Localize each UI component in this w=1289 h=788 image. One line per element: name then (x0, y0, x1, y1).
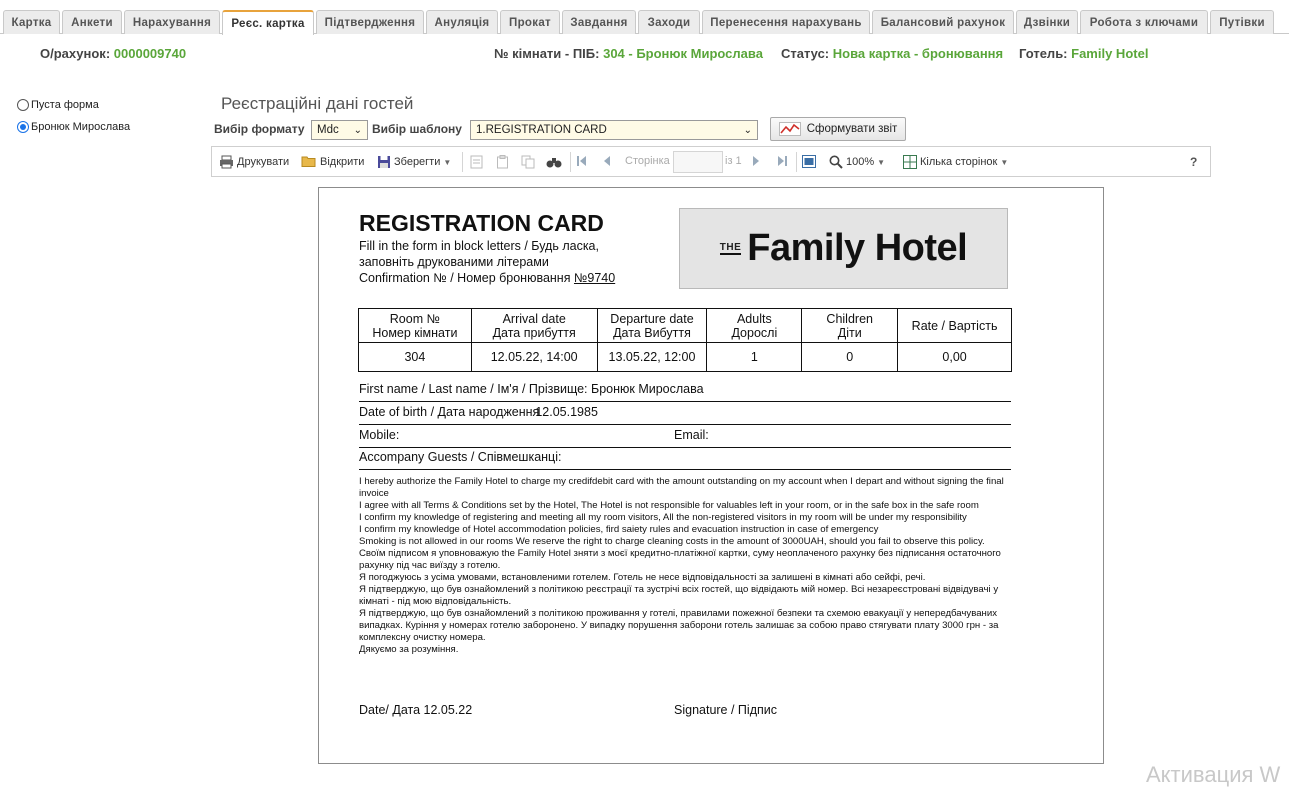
tab-tasks[interactable]: Завдання (562, 10, 636, 34)
prev-page-icon[interactable] (603, 155, 611, 167)
header-children: Children Діти (802, 309, 898, 343)
tab-bar (0, 0, 1289, 34)
clipboard-icon[interactable] (496, 155, 509, 169)
generate-report-label: Сформувати звіт (806, 123, 898, 135)
guest-option-label: Пуста форма (31, 99, 99, 111)
tab-calls[interactable]: Дзвінки (1016, 10, 1078, 34)
format-label: Вибір формату (214, 122, 305, 136)
page-title: Реєстраційні дані гостей (221, 94, 414, 113)
chevron-down-icon: ▼ (877, 157, 886, 167)
tab-rental[interactable]: Прокат (500, 10, 560, 34)
header-departure: Departure date Дата Вибуття (597, 309, 707, 343)
zoom-icon (829, 155, 843, 169)
save-label: Зберегти (394, 156, 441, 168)
template-select-value: 1.REGISTRATION CARD (476, 124, 607, 136)
copy-icon[interactable] (521, 155, 536, 169)
help-button[interactable]: ? (1190, 155, 1198, 169)
header-rate: Rate / Вартість (898, 309, 1012, 343)
terms-paragraph: Своїм підписом я уповноважую the Family Hotel зняти з моєї кредитно-платіжної картки, суму неоплаченого рахунку без підписання остаточного рахунку під час виїзду з готелю. (359, 548, 1001, 571)
tab-events[interactable]: Заходи (638, 10, 700, 34)
terms-paragraph: Дякуємо за розуміння. (359, 644, 459, 655)
tab-kartka[interactable]: Картка (3, 10, 60, 34)
stay-details-table (358, 308, 1012, 372)
dob-label: Date of birth / Дата народження (359, 405, 540, 419)
first-page-icon[interactable] (577, 155, 587, 167)
logo-name: Family Hotel (747, 227, 968, 269)
report-toolbar (211, 146, 1211, 177)
chevron-down-icon: ▼ (443, 157, 452, 167)
tab-confirmation[interactable]: Підтвердження (316, 10, 424, 34)
value-rate: 0,00 (898, 343, 1012, 372)
logo-the: THE (719, 241, 742, 253)
account-label: О/рахунок: (40, 46, 111, 61)
card-subtitle-1: Fill in the form in block letters / Будь ласка, (359, 239, 599, 253)
email-label: Email: (674, 428, 709, 442)
page-label: Сторінка (625, 155, 670, 167)
signature-label: Signature / Підпис (674, 703, 777, 717)
card-title: REGISTRATION CARD (359, 210, 604, 236)
confirmation-value: №9740 (573, 271, 616, 285)
room-label: № кімнати - ПІБ: (494, 46, 600, 61)
guest-option-selected[interactable] (17, 121, 130, 133)
guest-name-field: First name / Last name / Ім'я / Прізвище: Бронюк Мирослава (359, 382, 1011, 402)
tab-narakhuvannia[interactable]: Нарахування (124, 10, 220, 34)
multi-page-button[interactable] (903, 155, 1008, 169)
date-footer: Date/ Дата 12.05.22 (359, 703, 473, 717)
terms-paragraph: Я погоджуюсь з усіма умовами, встановленими готелем. Готель не несе відповідальності за залишені в кімнаті або сейфі, речі. (359, 572, 926, 583)
save-button[interactable] (377, 155, 451, 169)
radio-button[interactable] (17, 121, 29, 133)
hotel-logo (679, 208, 1008, 289)
tab-ankety[interactable]: Анкети (62, 10, 122, 34)
template-label: Вибір шаблону (372, 122, 462, 136)
dob-value: 12.05.1985 (535, 405, 598, 419)
value-departure: 13.05.22, 12:00 (597, 343, 707, 372)
chevron-down-icon: ▼ (1000, 157, 1009, 167)
template-select[interactable] (470, 120, 758, 140)
floppy-icon (377, 155, 391, 169)
print-label: Друкувати (237, 156, 290, 168)
terms-text (359, 476, 1009, 656)
terms-paragraph: Smoking is not allowed in our rooms We reserve the right to charge cleaning costs in the amount of 3000UAH, should you fail to observe this policy. (359, 536, 985, 547)
header-room: Room № Номер кімнати (359, 309, 472, 343)
open-label: Відкрити (320, 155, 365, 168)
zoom-button[interactable] (829, 155, 885, 169)
guest-option-empty[interactable] (17, 99, 99, 111)
terms-paragraph: I hereby authorize the Family Hotel to charge my credifdebit card with the amount outstanding on my account when I depart and without signing the final invoice (359, 476, 1004, 499)
toolbar-divider (796, 152, 797, 172)
tab-balance-account[interactable]: Балансовий рахунок (872, 10, 1014, 34)
status-value: Нова картка - бронювання (832, 46, 1004, 61)
value-room: 304 (359, 343, 472, 372)
confirmation-line (359, 271, 615, 285)
chevron-down-icon: ⌄ (353, 125, 362, 136)
tab-reg-card[interactable]: Реєс. картка (222, 10, 314, 35)
value-children: 0 (802, 343, 898, 372)
contact-field (359, 428, 1011, 448)
find-binoculars-icon[interactable] (546, 155, 562, 169)
table-row (359, 343, 1012, 372)
hotel-value: Family Hotel (1071, 46, 1149, 61)
tab-charge-transfer[interactable]: Перенесення нарахувань (702, 10, 870, 34)
terms-paragraph: I agree with all Terms & Conditions set by the Hotel, The Hotel is not responsible for valuables left in your room, or in the safe box in the safe room (359, 500, 979, 511)
multi-page-label: Кілька сторінок (920, 156, 998, 168)
zoom-value: 100% (846, 156, 875, 168)
printer-icon (219, 155, 234, 169)
pages-icon (903, 155, 917, 169)
tab-cancellation[interactable]: Ануляція (426, 10, 498, 34)
confirmation-label: Confirmation № / Номер бронювання (359, 271, 574, 285)
room-value: 304 - Бронюк Мирослава (603, 46, 763, 61)
terms-paragraph: Я підтверджую, що був ознайомлений з політикою проживання у готелі, правилами пожежної безпеки та схемою евакуації у непередбачуваних випадках. Куріння у номерах готелю заборонено. У випадку порушення заборони готель залишає за собою право стягувати плату 3000 грн - за комплексну очистку номера. (359, 608, 999, 643)
toolbar-divider (570, 152, 571, 172)
page-of-label: із 1 (725, 155, 742, 167)
last-page-icon[interactable] (777, 155, 787, 167)
account-value: 0000009740 (113, 46, 187, 61)
header-adults: Adults Дорослі (707, 309, 802, 343)
hotel-label: Готель: (1019, 46, 1068, 61)
radio-button[interactable] (17, 99, 29, 111)
folder-icon (301, 155, 317, 168)
fullscreen-icon[interactable] (802, 155, 816, 168)
guest-option-label: Бронюк Мирослава (31, 121, 131, 133)
tab-vouchers[interactable]: Путівки (1210, 10, 1274, 34)
mobile-label: Mobile: (359, 428, 400, 442)
hotel-info (1019, 46, 1148, 61)
print-button[interactable] (219, 155, 289, 169)
account-info (40, 46, 186, 61)
value-arrival: 12.05.22, 14:00 (471, 343, 597, 372)
format-select[interactable] (311, 120, 368, 140)
chart-icon (779, 122, 801, 136)
header-arrival: Arrival date Дата прибуття (471, 309, 597, 343)
page-setup-icon[interactable] (470, 155, 483, 169)
activation-watermark: Активация W (1146, 762, 1281, 787)
toolbar-divider (462, 152, 463, 172)
status-label: Статус: (781, 46, 830, 61)
accompany-field: Accompany Guests / Співмешканці: (359, 450, 1011, 470)
terms-paragraph: I confirm my knowledge of Hotel accommodation policies, fird saiety rules and evacuation instruction in case of emergency (359, 524, 879, 535)
terms-paragraph: I confirm my knowledge of registering and meeting all my room visitors, All the non-registered visitors in my room will be under my responsibility (359, 512, 967, 523)
format-select-value: Mdc (317, 124, 339, 136)
room-info (494, 46, 763, 61)
status-info (781, 46, 1003, 61)
open-button[interactable] (301, 155, 364, 168)
generate-report-button[interactable] (770, 117, 906, 141)
dob-field (359, 405, 1011, 425)
terms-paragraph: Я підтверджую, що був ознайомлений з політикою реєстрації та зустрічі всіх гостей, що відвідають мій номер. Всі незареєстровані відвідувачі у кімнаті - під мою відповідальність. (359, 584, 999, 607)
card-subtitle-2: заповніть друкованими літерами (359, 255, 549, 269)
registration-card-document (318, 187, 1104, 764)
tab-keys[interactable]: Робота з ключами (1080, 10, 1208, 34)
table-header-row (359, 309, 1012, 343)
next-page-icon[interactable] (752, 155, 760, 167)
chevron-down-icon: ⌄ (743, 125, 752, 136)
value-adults: 1 (707, 343, 802, 372)
page-number-input[interactable] (673, 151, 723, 173)
